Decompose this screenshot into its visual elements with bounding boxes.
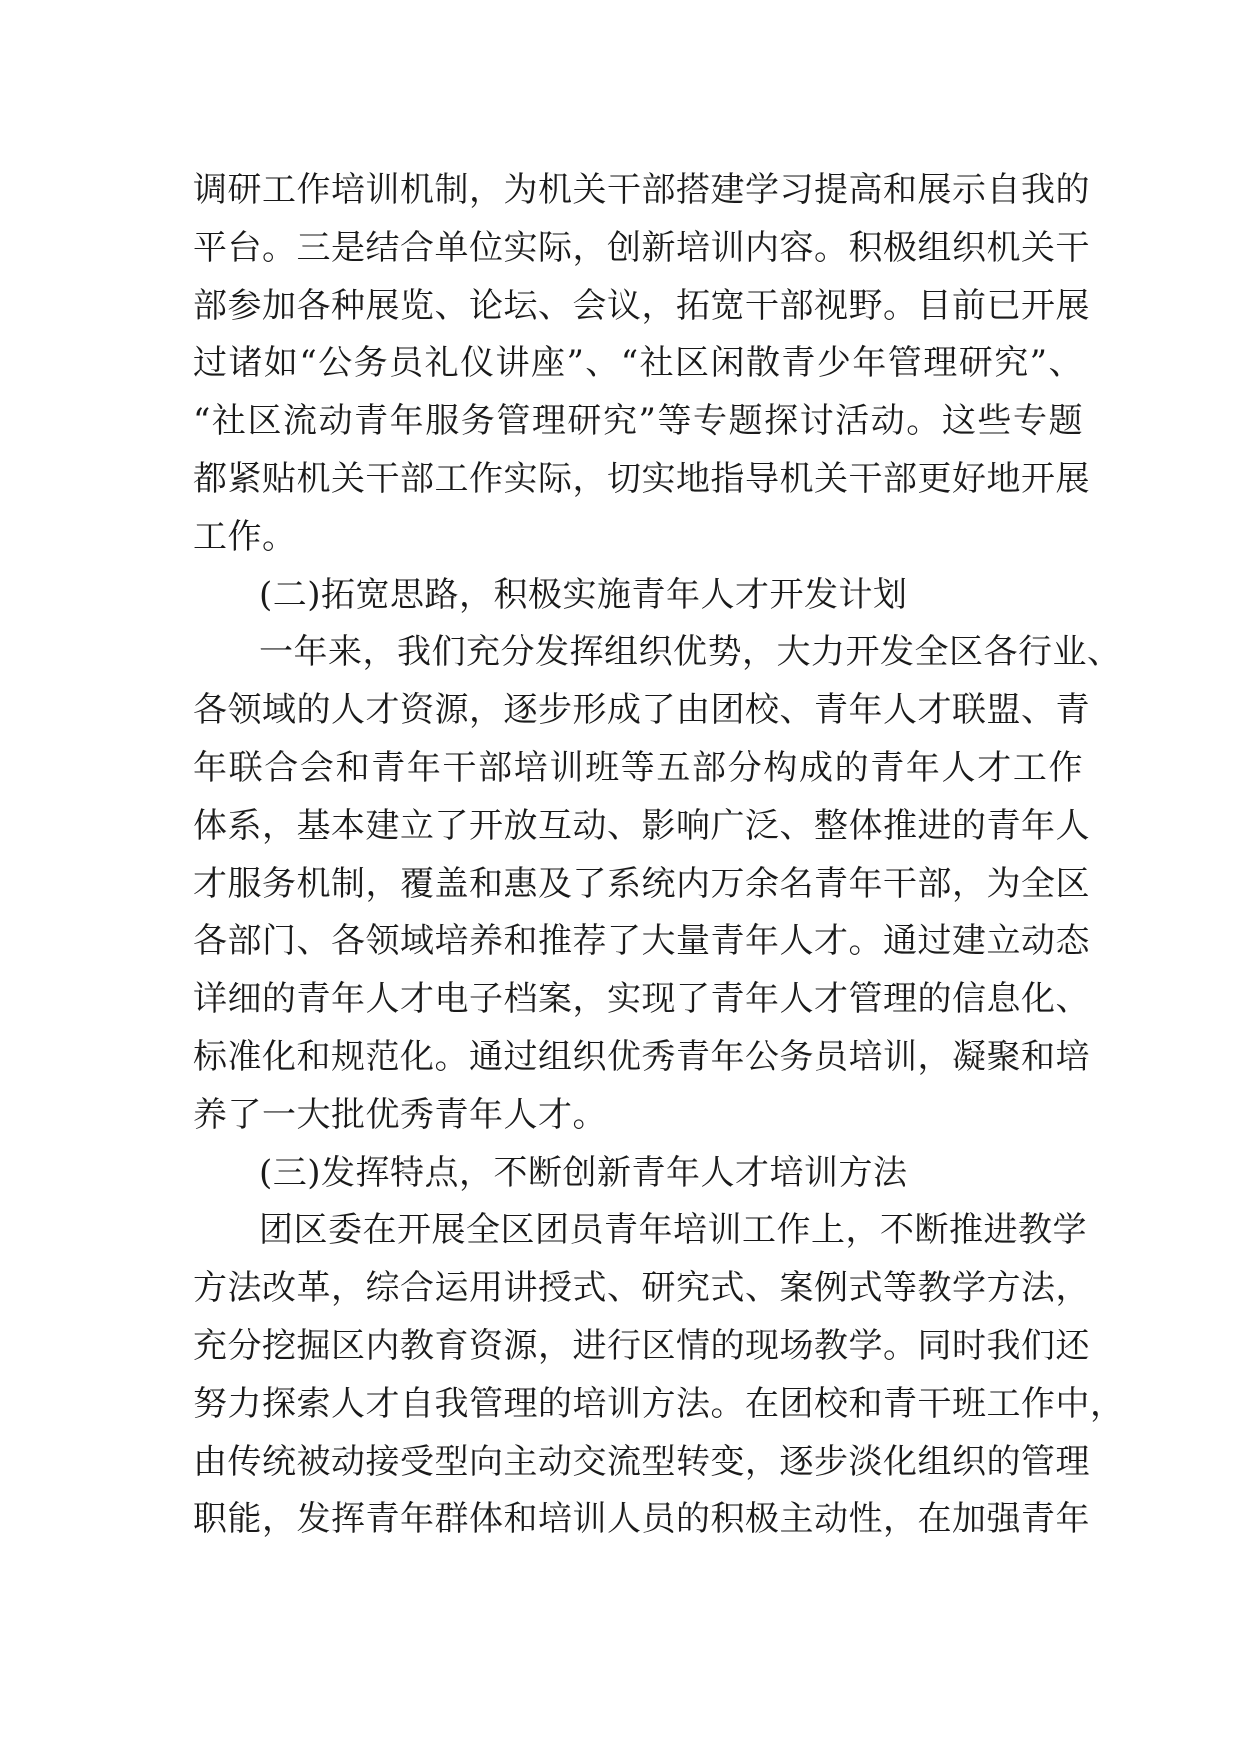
section-heading: (三)发挥特点，不断创新青年人才培训方法	[259, 1152, 908, 1193]
text-line: 部参加各种展览、论坛、会议，拓宽干部视野。目前已开展	[193, 285, 1090, 326]
text-line: 由传统被动接受型向主动交流型转变，逐步淡化组织的管理	[193, 1441, 1090, 1482]
section-heading: (二)拓宽思路，积极实施青年人才开发计划	[259, 574, 908, 615]
body-text	[193, 162, 1125, 1549]
text-line: 才服务机制，覆盖和惠及了系统内万余名青年干部，为全区	[193, 863, 1090, 904]
text-line: 平台。三是结合单位实际，创新培训内容。积极组织机关干	[193, 227, 1090, 268]
text-line: 职能，发挥青年群体和培训人员的积极主动性，在加强青年	[193, 1499, 1090, 1540]
text-line: 团区委在开展全区团员青年培训工作上，不断推进教学	[259, 1210, 1087, 1251]
text-line: 调研工作培训机制，为机关干部搭建学习提高和展示自我的	[193, 170, 1090, 210]
text-line: 都紧贴机关干部工作实际，切实地指导机关干部更好地开展	[193, 458, 1090, 499]
text-line: 过诸如“公务员礼仪讲座”、“社区闲散青少年管理研究”、	[193, 343, 1083, 384]
text-line: 努力探索人才自我管理的培训方法。在团校和青干班工作中，	[193, 1383, 1125, 1424]
text-line: 一年来，我们充分发挥组织优势，大力开发全区各行业、	[259, 632, 1122, 673]
text-line: 年联合会和青年干部培训班等五部分构成的青年人才工作	[193, 747, 1083, 788]
text-line: “社区流动青年服务管理研究”等专题探讨活动。这些专题	[193, 401, 1083, 442]
text-line: 养了一大批优秀青年人才。	[193, 1094, 607, 1135]
text-line: 充分挖掘区内教育资源，进行区情的现场教学。同时我们还	[193, 1325, 1090, 1366]
text-line: 方法改革，综合运用讲授式、研究式、案例式等教学方法，	[193, 1268, 1090, 1309]
text-line: 各领域的人才资源，逐步形成了由团校、青年人才联盟、青	[193, 690, 1090, 731]
text-line: 标准化和规范化。通过组织优秀青年公务员培训，凝聚和培	[193, 1036, 1090, 1077]
text-line: 体系，基本建立了开放互动、影响广泛、整体推进的青年人	[193, 805, 1090, 846]
text-line: 详细的青年人才电子档案，实现了青年人才管理的信息化、	[193, 979, 1090, 1020]
text-line: 各部门、各领域培养和推荐了大量青年人才。通过建立动态	[193, 921, 1090, 962]
text-line: 工作。	[193, 516, 297, 557]
